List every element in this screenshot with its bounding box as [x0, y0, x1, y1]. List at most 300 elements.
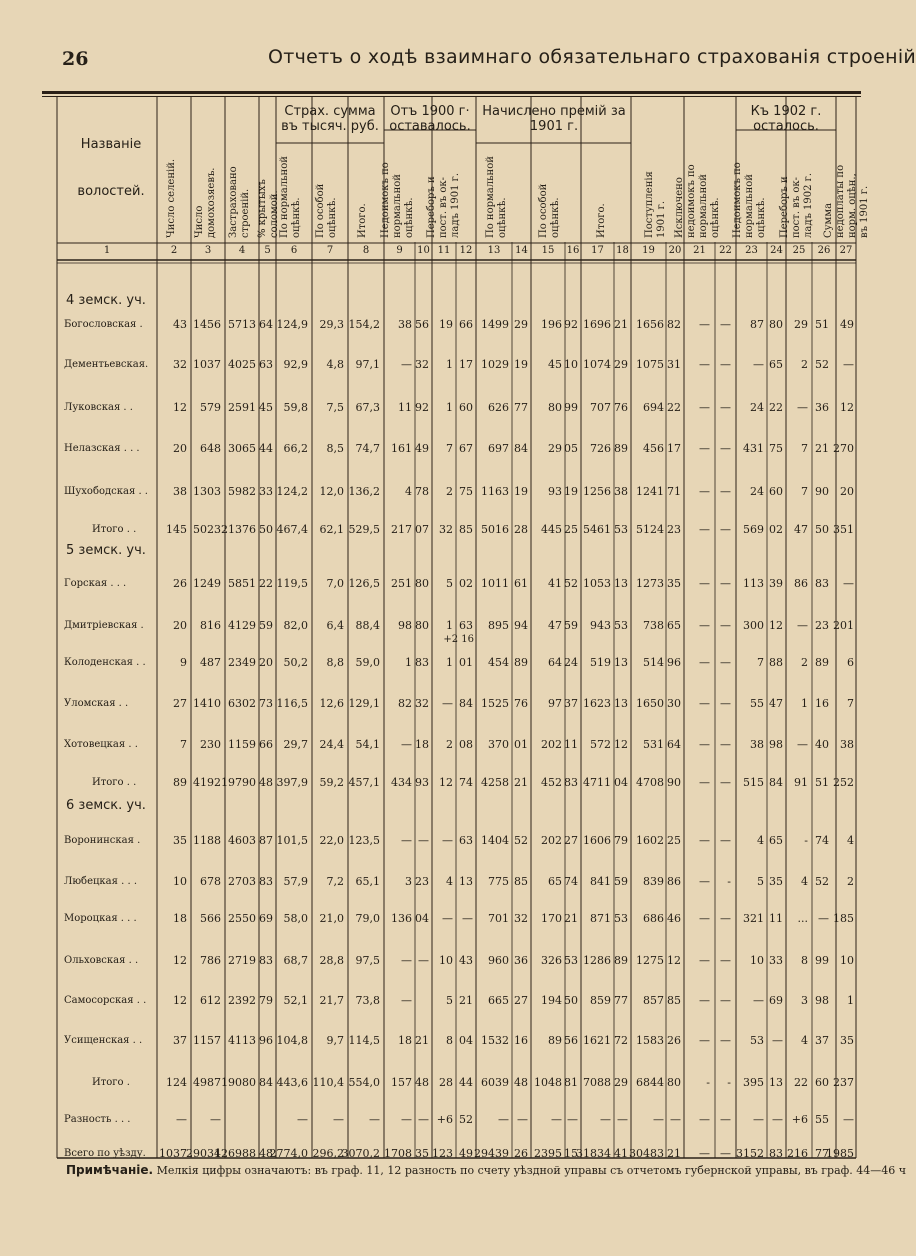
table-cell: —	[772, 1034, 783, 1047]
table-cell: 17	[667, 442, 681, 455]
table-cell: 7,2	[326, 875, 344, 888]
column-number: 10	[417, 245, 430, 256]
table-cell: 694	[643, 401, 664, 414]
table-cell: —	[699, 358, 710, 371]
table-cell: 61	[514, 577, 528, 590]
table-cell: 1037	[159, 1147, 187, 1160]
table-cell: 93	[415, 776, 429, 789]
table-cell: 05	[564, 442, 578, 455]
table-cell: —	[720, 1034, 731, 1047]
table-cell: 566	[200, 912, 221, 925]
table-cell: 62,1	[319, 523, 344, 536]
table-cell: —	[699, 834, 710, 847]
table-cell: 07	[415, 523, 429, 536]
table-cell: 35	[840, 1034, 854, 1047]
table-cell: 89	[614, 442, 628, 455]
table-cell: 69	[259, 912, 273, 925]
table-cell: 76	[514, 697, 528, 710]
table-cell: 1	[847, 994, 854, 1007]
table-cell: 6844	[636, 1076, 664, 1089]
table-cell: 63	[459, 834, 473, 847]
table-cell: 92	[564, 318, 578, 331]
column-header: Исключено недоимокъ по нормальной оцѣнкѣ.	[674, 164, 721, 238]
table-cell: 7,5	[326, 401, 344, 414]
table-cell: 19	[514, 485, 528, 498]
table-cell: —	[297, 1113, 308, 1126]
table-cell: 33	[769, 954, 783, 967]
table-cell: 32	[415, 697, 429, 710]
table-cell: 31	[667, 358, 681, 371]
table-cell: —	[720, 954, 731, 967]
column-header: По особой оцѣнкѣ.	[538, 183, 561, 238]
table-cell: 1275	[636, 954, 664, 967]
table-cell: 126988	[214, 1147, 256, 1160]
table-cell: 24,4	[319, 738, 344, 751]
table-cell: 4	[446, 875, 453, 888]
table-cell: 60	[459, 401, 473, 414]
table-cell: —	[600, 1113, 611, 1126]
table-cell: 21,0	[319, 912, 344, 925]
table-cell: —	[720, 834, 731, 847]
column-header: Переборъ и пост. въ ок- ладъ 1902 г.	[779, 172, 814, 238]
table-cell: 21376	[221, 523, 256, 536]
table-cell: 74	[815, 834, 829, 847]
column-number: 1	[103, 245, 111, 256]
table-cell: —	[699, 656, 710, 669]
table-cell: 44	[459, 1076, 473, 1089]
table-cell: 52	[459, 1113, 473, 1126]
table-cell: 84	[459, 697, 473, 710]
table-cell: —	[720, 1113, 731, 1126]
table-cell: 775	[488, 875, 509, 888]
table-cell: —	[720, 577, 731, 590]
table-cell: 1708	[384, 1147, 412, 1160]
table-cell: 92,9	[283, 358, 308, 371]
table-cell: —	[442, 834, 453, 847]
table-cell: 1074	[583, 358, 611, 371]
column-number: 3	[204, 245, 212, 256]
table-cell: 01	[459, 656, 473, 669]
table-cell: —	[720, 619, 731, 632]
table-cell: 1650	[636, 697, 664, 710]
table-cell: 8,8	[326, 656, 344, 669]
table-cell: 35	[769, 875, 783, 888]
table-cell: 519	[590, 656, 611, 669]
table-cell: —	[699, 875, 710, 888]
table-cell: 63	[459, 619, 473, 632]
table-cell: —	[699, 577, 710, 590]
table-cell: 74	[564, 875, 578, 888]
table-cell: 3070,2	[341, 1147, 380, 1160]
table-cell: 1188	[193, 834, 221, 847]
table-cell: 738	[643, 619, 664, 632]
column-number: 15	[541, 245, 555, 256]
table-cell: 6302	[228, 697, 256, 710]
table-cell: 5016	[481, 523, 509, 536]
table-cell: 201	[833, 619, 854, 632]
table-cell: 572	[590, 738, 611, 751]
table-cell: —	[176, 1113, 187, 1126]
table-cell: 701	[488, 912, 509, 925]
total-row-label: Итого .	[92, 1077, 130, 1088]
table-cell: 943	[590, 619, 611, 632]
table-cell: —	[670, 1113, 681, 1126]
table-cell: 13	[769, 1076, 783, 1089]
table-cell: 98	[398, 619, 412, 632]
row-name: Богословская .	[64, 319, 143, 330]
table-cell: 27	[564, 834, 578, 847]
table-cell: 3152	[736, 1147, 764, 1160]
column-number: 22	[719, 245, 732, 256]
footnote	[66, 1163, 906, 1177]
table-cell: 21,7	[319, 994, 344, 1007]
table-cell: 1410	[193, 697, 221, 710]
table-cell: 3065	[228, 442, 256, 455]
table-cell: 40	[815, 738, 829, 751]
table-cell: 53	[564, 954, 578, 967]
table-cell: 21	[667, 1147, 681, 1160]
table-cell: 84	[769, 776, 783, 789]
table-cell: —	[401, 738, 412, 751]
table-cell: 2	[446, 738, 453, 751]
table-cell: 52	[815, 875, 829, 888]
table-cell: 91	[794, 776, 808, 789]
table-cell: 10	[173, 875, 187, 888]
table-cell: 50,2	[283, 656, 308, 669]
column-number: 4	[238, 245, 246, 256]
table-cell: 29	[614, 358, 628, 371]
table-cell: 119,5	[276, 577, 308, 590]
section-title: 6 земск. уч.	[66, 798, 146, 813]
table-cell: 2703	[228, 875, 256, 888]
table-cell: 161	[391, 442, 412, 455]
table-cell: 196	[541, 318, 562, 331]
table-cell: 2	[847, 875, 854, 888]
table-cell: 4987	[193, 1076, 221, 1089]
column-header: Итого.	[357, 203, 368, 238]
table-cell: —	[720, 994, 731, 1007]
table-cell: 116,5	[276, 697, 308, 710]
table-cell: 84	[259, 1076, 273, 1089]
table-cell: 59,2	[319, 776, 344, 789]
table-cell: 44	[259, 442, 273, 455]
table-cell: 65	[769, 834, 783, 847]
table-cell: -	[727, 1076, 731, 1089]
table-cell: 185	[833, 912, 854, 925]
table-cell: —	[753, 994, 764, 1007]
table-cell: 32	[415, 358, 429, 371]
table-cell: 47	[794, 523, 808, 536]
table-cell: 612	[200, 994, 221, 1007]
table-cell: 895	[488, 619, 509, 632]
table-cell: 20	[259, 656, 273, 669]
table-cell: 202	[541, 834, 562, 847]
table-cell: 1163	[481, 485, 509, 498]
table-cell: —	[401, 954, 412, 967]
table-cell: 19790	[221, 776, 256, 789]
table-cell: 69	[769, 994, 783, 1007]
table-cell: 202	[541, 738, 562, 751]
table-cell: —	[720, 318, 731, 331]
table-cell: —	[843, 577, 854, 590]
table-cell: 83	[259, 954, 273, 967]
table-cell: 1075	[636, 358, 664, 371]
table-cell: 31834	[576, 1147, 611, 1160]
table-cell: 157	[391, 1076, 412, 1089]
table-cell: 123	[432, 1147, 453, 1160]
table-cell: 13	[614, 577, 628, 590]
table-cell: 1	[446, 401, 453, 414]
table-cell: 04	[415, 912, 429, 925]
table-cell: 11	[564, 738, 578, 751]
table-cell: 7,0	[326, 577, 344, 590]
footnote-label: Примѣчаніе.	[66, 1163, 154, 1177]
table-cell: 6039	[481, 1076, 509, 1089]
table-cell: 1029	[481, 358, 509, 371]
table-cell: 251	[391, 577, 412, 590]
table-cell: 8,5	[326, 442, 344, 455]
table-cell: 35	[415, 1147, 429, 1160]
table-cell: 37	[173, 1034, 187, 1047]
table-cell: —	[699, 776, 710, 789]
table-cell: 1602	[636, 834, 664, 847]
table-cell: -	[706, 1076, 710, 1089]
column-number: 13	[487, 245, 501, 256]
row-name: Самосорская . .	[64, 995, 147, 1006]
table-cell: 4258	[481, 776, 509, 789]
table-cell: 73	[259, 697, 273, 710]
column-number: 17	[591, 245, 604, 256]
table-cell: 726	[590, 442, 611, 455]
table-cell: 5023	[193, 523, 221, 536]
column-number: 12	[459, 245, 473, 256]
table-cell: 27	[514, 994, 528, 1007]
table-cell: —	[333, 1113, 344, 1126]
table-cell: 9,7	[326, 1034, 344, 1047]
table-cell: 99	[815, 954, 829, 967]
table-cell: 85	[514, 875, 528, 888]
table-cell: 296,2	[312, 1147, 344, 1160]
table-cell: 48	[415, 1076, 429, 1089]
table-cell: 43	[173, 318, 187, 331]
table-cell: 19080	[221, 1076, 256, 1089]
table-cell: 2	[446, 485, 453, 498]
table-cell: 52,1	[283, 994, 308, 1007]
table-cell: 30483	[629, 1147, 664, 1160]
table-cell: 3	[405, 875, 412, 888]
table-cell: 4	[405, 485, 412, 498]
table-cell: —	[699, 912, 710, 925]
table-cell: 24	[750, 485, 764, 498]
table-cell: 326	[541, 954, 562, 967]
table-cell: —	[699, 697, 710, 710]
table-cell: 64	[667, 738, 681, 751]
table-cell: 72	[614, 1034, 628, 1047]
table-cell: 94	[514, 619, 528, 632]
table-cell: 98	[815, 994, 829, 1007]
table-cell: 76	[614, 401, 628, 414]
column-header: % крытыхъ соломой.	[257, 179, 280, 238]
table-cell: 85	[667, 994, 681, 1007]
column-number: 14	[515, 245, 528, 256]
table-cell: 51	[815, 776, 829, 789]
table-cell: —	[617, 1113, 628, 1126]
table-cell: —	[418, 1113, 429, 1126]
table-cell: 113	[743, 577, 764, 590]
table-cell: 83	[815, 577, 829, 590]
table-cell: 87	[259, 834, 273, 847]
table-cell: 12	[439, 776, 453, 789]
table-cell: 88,4	[355, 619, 380, 632]
table-cell: 22	[667, 401, 681, 414]
column-header: Число селеній.	[166, 158, 177, 238]
table-cell: 1011	[481, 577, 509, 590]
table-cell: 300	[743, 619, 764, 632]
column-number: 20	[668, 245, 682, 256]
page-number: 26	[62, 48, 89, 70]
table-cell: 1286	[583, 954, 611, 967]
table-cell: 41	[614, 1147, 628, 1160]
table-cell: 5	[446, 577, 453, 590]
table-cell: 515	[743, 776, 764, 789]
table-cell: 65	[548, 875, 562, 888]
table-cell: -	[727, 875, 731, 888]
table-cell: 19	[439, 318, 453, 331]
table-cell: 270	[833, 442, 854, 455]
table-cell: 4	[801, 875, 808, 888]
table-cell: 21	[415, 1034, 429, 1047]
table-cell: 18	[415, 738, 429, 751]
table-cell: 29,3	[319, 318, 344, 331]
table-cell: 60	[769, 485, 783, 498]
table-cell: 96	[259, 1034, 273, 1047]
column-number: 23	[745, 245, 758, 256]
table-cell: 5	[446, 994, 453, 1007]
table-cell: 15	[564, 1147, 578, 1160]
table-cell: 8	[446, 1034, 453, 1047]
table-cell: 87	[750, 318, 764, 331]
table-cell: 170	[541, 912, 562, 925]
table-cell: 4708	[636, 776, 664, 789]
row-name: Нелазская . . .	[64, 443, 140, 454]
table-cell: 124	[166, 1076, 187, 1089]
table-cell: 6	[847, 656, 854, 669]
table-cell: —	[699, 619, 710, 632]
table-cell: 4025	[228, 358, 256, 371]
row-name: Луковская . .	[64, 402, 133, 413]
table-cell: 129,1	[348, 697, 380, 710]
table-cell: 59,0	[355, 656, 380, 669]
table-cell: 38	[750, 738, 764, 751]
table-cell: +6	[791, 1113, 808, 1126]
row-name: Ольховская . .	[64, 955, 139, 966]
table-cell: 2392	[228, 994, 256, 1007]
table-cell: 569	[743, 523, 764, 536]
row-name: Хотовецкая . .	[64, 739, 138, 750]
table-cell: 80	[415, 577, 429, 590]
table-cell: 841	[590, 875, 611, 888]
table-cell: —	[401, 358, 412, 371]
table-cell: 13	[614, 697, 628, 710]
difference-row-label: Разность . . .	[64, 1114, 131, 1125]
table-cell: 194	[541, 994, 562, 1007]
table-cell: 56	[564, 1034, 578, 1047]
table-cell: 2591	[228, 401, 256, 414]
table-cell: 89	[548, 1034, 562, 1047]
table-cell: 77	[514, 401, 528, 414]
table-cell: 78	[415, 485, 429, 498]
column-header: Недоимокъ по нормальной оцѣнкѣ.	[380, 162, 415, 238]
row-name: Уломская . .	[64, 698, 129, 709]
table-cell: 59,8	[283, 401, 308, 414]
table-cell: 1	[446, 619, 453, 632]
table-cell: 626	[488, 401, 509, 414]
column-number: 19	[642, 245, 655, 256]
table-cell: 75	[769, 442, 783, 455]
table-cell: 90	[667, 776, 681, 789]
table-cell: 86	[794, 577, 808, 590]
row-name: Шухободская . .	[64, 486, 148, 497]
column-number: 16	[566, 245, 580, 256]
table-cell: 54,1	[355, 738, 380, 751]
table-cell: 50	[815, 523, 829, 536]
table-cell: 82	[398, 697, 412, 710]
table-cell: 5713	[228, 318, 256, 331]
table-cell: 28	[439, 1076, 453, 1089]
table-cell: 7	[801, 485, 808, 498]
table-cell: 89	[815, 656, 829, 669]
table-cell: 22	[259, 577, 273, 590]
table-cell: 50	[564, 994, 578, 1007]
table-cell: 98	[769, 738, 783, 751]
table-cell: 1053	[583, 577, 611, 590]
table-cell: 47	[769, 697, 783, 710]
table-cell: 85	[459, 523, 473, 536]
table-cell: 79	[259, 994, 273, 1007]
table-cell: 21	[514, 776, 528, 789]
table-cell: 5461	[583, 523, 611, 536]
group-header: Начислено премій за 1901 г.	[482, 104, 626, 134]
table-cell: —	[699, 485, 710, 498]
table-cell: 452	[541, 776, 562, 789]
table-cell: 32	[514, 912, 528, 925]
column-number: 11	[437, 245, 451, 256]
table-cell: 12,0	[319, 485, 344, 498]
table-cell: 25	[564, 523, 578, 536]
table-cell: 39	[769, 577, 783, 590]
table-cell: 65	[667, 619, 681, 632]
table-cell: 4,8	[326, 358, 344, 371]
table-cell: —	[699, 442, 710, 455]
table-cell: 217	[391, 523, 412, 536]
table-cell: 1273	[636, 577, 664, 590]
table-cell: 5124	[636, 523, 664, 536]
table-cell: —	[699, 738, 710, 751]
table-cell: 531	[643, 738, 664, 751]
table-cell: 648	[200, 442, 221, 455]
table-cell: 2550	[228, 912, 256, 925]
table-cell: 23	[667, 523, 681, 536]
table-cell: 80	[548, 401, 562, 414]
table-cell: 454	[488, 656, 509, 669]
table-cell: 29034	[186, 1147, 221, 1160]
table-cell: 22	[769, 401, 783, 414]
table-cell: 33	[259, 485, 273, 498]
table-cell: 4603	[228, 834, 256, 847]
table-cell: 59	[614, 875, 628, 888]
table-cell: 1048	[534, 1076, 562, 1089]
table-cell: 1241	[636, 485, 664, 498]
